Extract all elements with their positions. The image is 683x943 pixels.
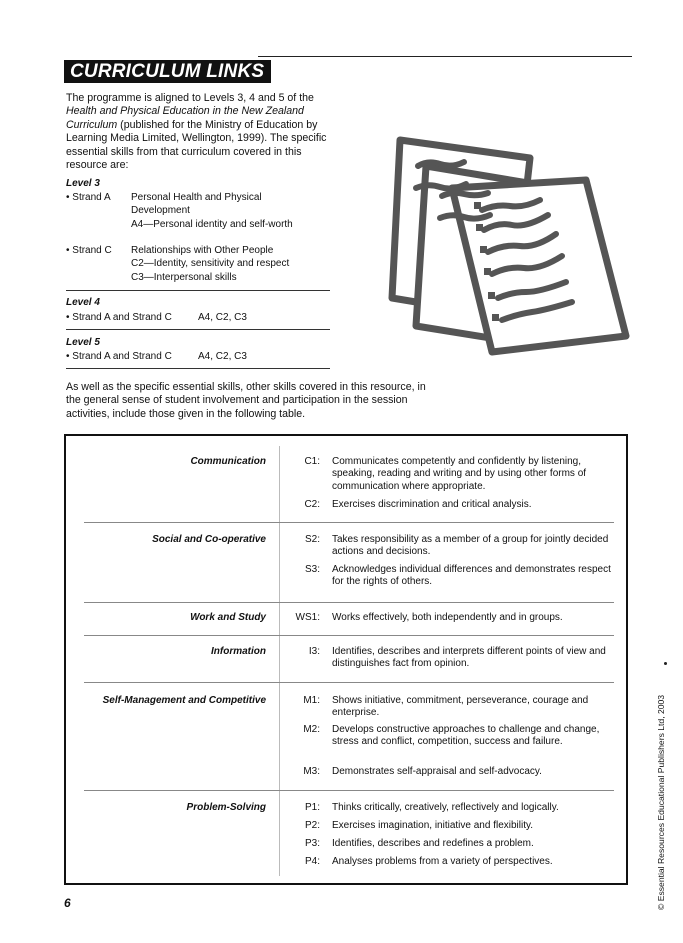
intro-paragraph: The programme is aligned to Levels 3, 4 and 5 of the Health and Physical Education in the New Zealand Curriculum (published for the Ministry of Education by Learning Media Limited, Wellington, 1999). The specific essential skills from that curriculum covered in this resource are: xyxy=(66,92,327,172)
divider xyxy=(66,368,330,369)
category-information: Information xyxy=(211,646,266,657)
level3-heading: Level 3 xyxy=(66,178,100,189)
level5-strands: • Strand A and Strand C A4, C2, C3 xyxy=(66,351,247,362)
divider xyxy=(66,329,330,330)
row-separator xyxy=(84,522,614,523)
table-divider xyxy=(279,446,280,876)
category-work: Work and Study xyxy=(190,612,266,623)
level3-strand-a: • Strand A Personal Health and Physical Development A4—Personal identity and self-worth xyxy=(66,192,293,230)
row-separator xyxy=(84,635,614,636)
row-separator xyxy=(84,682,614,683)
copyright-notice: © Essential Resources Educational Publishers Ltd, 2003 xyxy=(656,694,666,910)
category-problem-solving: Problem-Solving xyxy=(186,802,266,813)
bullet-dot xyxy=(664,662,667,665)
page-number: 6 xyxy=(64,896,71,910)
row-separator xyxy=(84,790,614,791)
category-social: Social and Co-operative xyxy=(152,534,266,545)
level4-strands: • Strand A and Strand C A4, C2, C3 xyxy=(66,312,247,323)
papers-illustration xyxy=(380,118,630,368)
level5-heading: Level 5 xyxy=(66,337,100,348)
level3-strand-c: • Strand C Relationships with Other People C2—Identity, sensitivity and respect C3—Interpersonal skills xyxy=(66,245,290,283)
skills-paragraph: As well as the specific essential skills, other skills covered in this resource, in the general sense of student involvement and participation in the session activities, include those given in the following table. xyxy=(66,381,426,420)
category-self-management: Self-Management and Competitive xyxy=(102,695,266,706)
top-rule xyxy=(258,56,632,57)
skills-table: Communication C1: Communicates competently and confidently by listening, speaking, reading and writing and by using other forms of communication where appropriate. C2: Exercises discrimination and critical analysis. Social and Co-operative S2: Takes responsibility as a member of a group for jointly decided actions and decisions. S3: Acknowledges individual differences and demonstrates respect for the rights of others. Work and Study WS1: Works effectively, both independently and in groups. Information I3: Identifies, describes and interprets different points of view and distinguishes fact from opinion. Self-Management and Competitive M1: Shows initiative, commitment, perseverance, courage and enterprise. M2: Develops constructive approaches to challenge and change, stress and conflict, competition, success and failure. M3: Demonstrates self-appraisal and self-advocacy. Problem-Solving P1: Thinks critically, creatively, reflectively and logically. P2: Exercises imagination, initiative and flexibility. P3: Identifies, describes and redefines a problem. P4: Analyses problems from a variety of perspectives. xyxy=(64,434,628,885)
category-communication: Communication xyxy=(190,456,266,467)
level4-heading: Level 4 xyxy=(66,297,100,308)
page-title: CURRICULUM LINKS xyxy=(64,60,271,83)
row-separator xyxy=(84,602,614,603)
divider xyxy=(66,290,330,291)
